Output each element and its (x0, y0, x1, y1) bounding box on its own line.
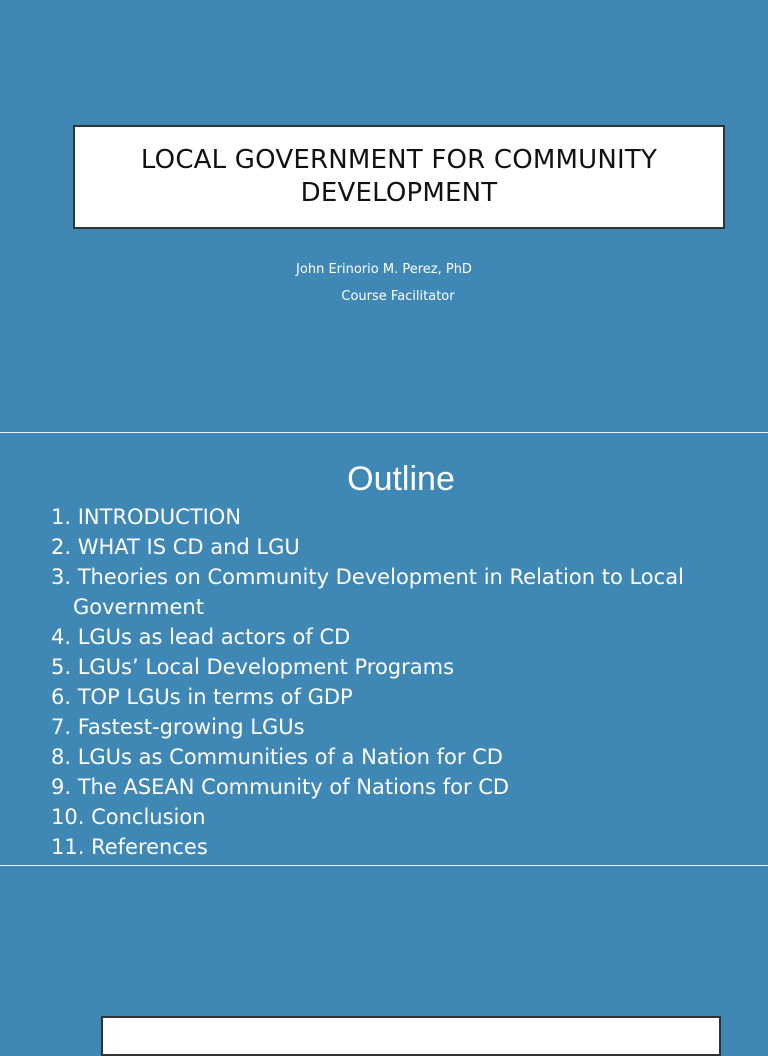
slide-title: LOCAL GOVERNMENT FOR COMMUNITY DEVELOPMENT (140, 145, 658, 208)
outline-item: 4. LGUs as lead actors of CD (51, 625, 351, 649)
author-role: Course Facilitator (341, 289, 455, 304)
outline-slide (0, 433, 768, 865)
outline-item: 11. References (51, 835, 208, 859)
author-name: John Erinorio M. Perez, PhD (296, 262, 472, 277)
next-slide (0, 866, 768, 1024)
next-slide-title-box (101, 1016, 721, 1056)
outline-item: 3. Theories on Community Development in Relation to Local Government (51, 565, 684, 619)
outline-item: 8. LGUs as Communities of a Nation for CD (51, 745, 503, 769)
outline-item: 2. WHAT IS CD and LGU (51, 535, 300, 559)
title-slide (0, 0, 768, 432)
outline-item: 7. Fastest-growing LGUs (51, 715, 305, 739)
title-box (73, 125, 725, 229)
outline-item: 1. INTRODUCTION (51, 505, 242, 529)
outline-item: 6. TOP LGUs in terms of GDP (51, 685, 353, 709)
outline-item: 9. The ASEAN Community of Nations for CD (51, 775, 510, 799)
outline-heading: Outline (347, 460, 455, 498)
outline-list (51, 502, 751, 862)
outline-item: 5. LGUs’ Local Development Programs (51, 655, 455, 679)
outline-item: 10. Conclusion (51, 805, 206, 829)
